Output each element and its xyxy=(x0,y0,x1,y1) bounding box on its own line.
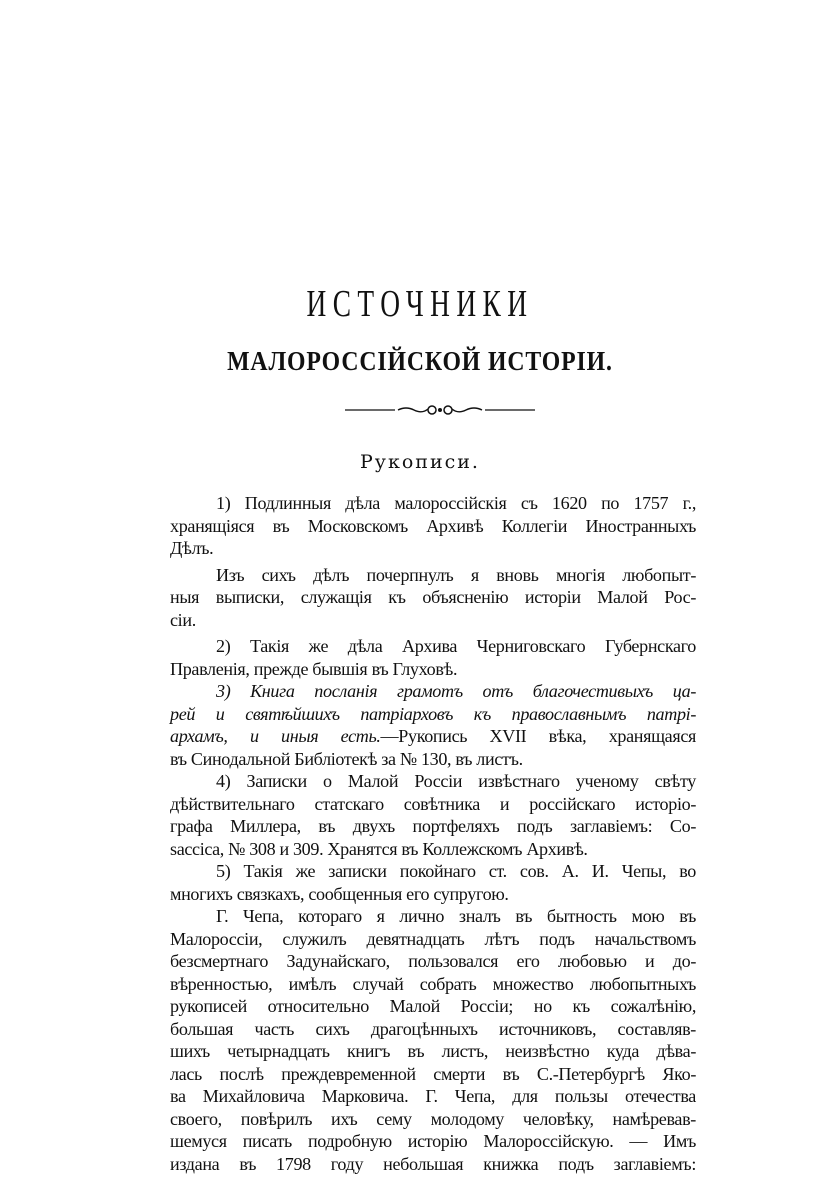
page-title: ИСТОЧНИКИ xyxy=(306,283,534,325)
decorative-divider-icon xyxy=(340,398,540,422)
text-line: 4) Записки о Малой Россіи извѣстнаго ученому свѣту xyxy=(216,771,696,791)
text-line: рей и святѣйшихъ патріарховъ къ православнымъ патрі- xyxy=(170,703,696,724)
text-line: Правленія, прежде бывшія въ Глуховѣ. xyxy=(170,658,458,679)
text-line: дѣйствительнаго статскаго совѣтника и россійскаго исторіо- xyxy=(170,793,696,814)
text-line: вѣренностью, имѣлъ случай собрать множество любопытныхъ xyxy=(170,973,696,994)
text-line: хранящіяся въ Московскомъ Архивѣ Коллегіи Иностранныхъ xyxy=(170,515,696,536)
text-line: своего, повѣрилъ ихъ сему молодому человѣку, намѣревав- xyxy=(170,1108,696,1129)
text-line: рукописей относительно Малой Россіи; но къ сожалѣнію, xyxy=(170,996,696,1016)
text-line: издана въ 1798 году небольшая книжка подъ заглавіемъ: xyxy=(170,1153,696,1174)
text-line: ва Михайловича Марковича. Г. Чепа, для пользы отечества xyxy=(170,1086,696,1106)
paragraph xyxy=(170,770,696,860)
text-line: 3) Книга посланія грамотъ отъ благочестивыхъ ца- xyxy=(216,681,696,701)
paragraph xyxy=(170,860,696,905)
paragraph xyxy=(170,635,696,680)
text-line: 5) Такія же записки покойнаго ст. сов. А. И. Чепы, во xyxy=(216,861,696,881)
text-line: сіи. xyxy=(170,609,196,630)
paragraph xyxy=(170,680,696,770)
paragraph xyxy=(170,492,696,560)
text-line: безсмертнаго Задунайскаго, пользовался его любовью и до- xyxy=(170,951,696,971)
text-line: лась послѣ преждевременной смерти въ С.-Петербургѣ Яко- xyxy=(170,1063,696,1084)
body-text xyxy=(170,492,696,1175)
text-line: шемуся писать подробную исторію Малороссійскую. — Имъ xyxy=(170,1131,696,1151)
text-line: saccica, № 308 и 309. Хранятся въ Коллежскомъ Архивѣ. xyxy=(170,838,588,859)
text-line: Малороссіи, служилъ девятнадцать лѣтъ подъ начальствомъ xyxy=(170,928,696,949)
text-line: большая часть сихъ драгоцѣнныхъ источниковъ, составляв- xyxy=(170,1018,696,1039)
text-line: графа Миллера, въ двухъ портфеляхъ подъ заглавіемъ: Co- xyxy=(170,816,696,836)
page-subtitle: МАЛОРОССІЙСКОЙ ИСТОРІИ. xyxy=(227,346,613,376)
text-line: шихъ четырнадцать книгъ въ листъ, неизвѣстно куда дѣва- xyxy=(170,1041,696,1061)
section-heading: Рукописи. xyxy=(360,451,480,473)
text-line: ныя выписки, служащія къ объясненію исторіи Малой Рос- xyxy=(170,587,696,607)
text-line: Изъ сихъ дѣлъ почерпнулъ я вновь многія любопыт- xyxy=(216,564,696,585)
text-line: Г. Чепа, котораго я лично зналъ въ бытность мою въ xyxy=(216,906,696,926)
text-line: архамъ, и иныя есть.—Рукопись XVII вѣка, хранящаяся xyxy=(170,726,696,746)
text-line: многихъ связкахъ, сообщенныя его супругою. xyxy=(170,883,509,904)
paragraph xyxy=(170,564,696,632)
text-line: въ Синодальной Библіотекѣ за № 130, въ листъ. xyxy=(170,748,523,769)
text-line: 1) Подлинныя дѣла малороссійскія съ 1620 по 1757 г., xyxy=(216,493,696,513)
text-line: Дѣлъ. xyxy=(170,538,214,558)
text-line: 2) Такія же дѣла Архива Черниговскаго Губернскаго xyxy=(216,636,696,656)
paragraph xyxy=(170,905,696,1175)
